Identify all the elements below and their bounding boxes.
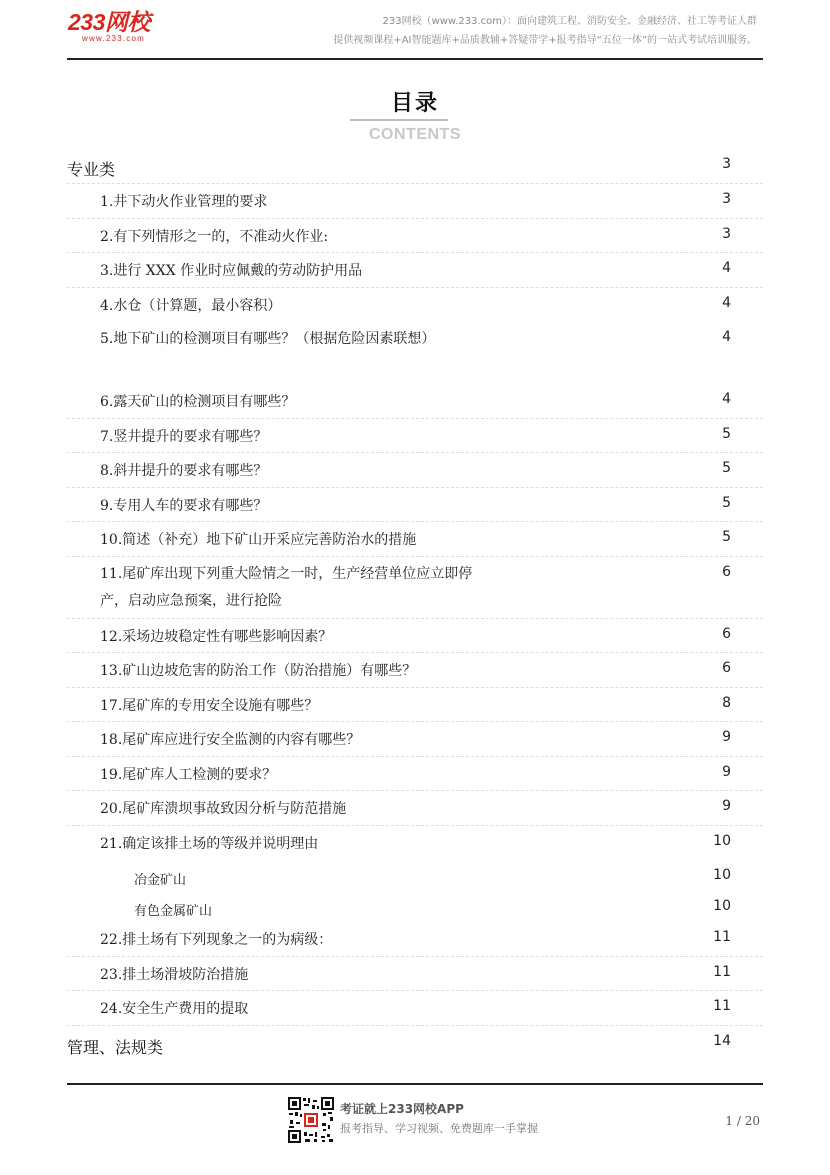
toc-entry-label: 1.井下动火作业管理的要求 — [100, 194, 268, 210]
toc-entry[interactable] — [67, 384, 763, 419]
toc-entry-label: 12.采场边坡稳定性有哪些影响因素？ — [100, 628, 333, 645]
toc-entry[interactable] — [67, 722, 763, 757]
toc-page-number: 3 — [722, 191, 731, 207]
toc-page-number: 14 — [713, 1032, 731, 1049]
footer-tagline: 报考指导、学习视频、免费题库一手掌握 — [340, 1122, 538, 1135]
toc-entry-label: 18.尾矿库应进行安全监测的内容有哪些？ — [100, 732, 361, 748]
toc-subentry[interactable] — [67, 891, 763, 922]
toc-entry[interactable] — [67, 557, 763, 619]
toc-page-number: 11 — [713, 929, 731, 945]
toc-entry-label: 8.斜井提升的要求有哪些？ — [100, 463, 268, 479]
toc-entry-label: 10.简述（补充）地下矿山开采应完善防治水的措施 — [100, 532, 417, 548]
toc-page-number: 9 — [722, 798, 731, 814]
toc-subentry-label: 有色金属矿山 — [134, 904, 213, 919]
toc-page-number: 5 — [722, 425, 731, 442]
toc-category-label: 专业类 — [67, 160, 116, 179]
toc-entry[interactable] — [67, 922, 763, 957]
toc-entry-label: 6.露天矿山的检测项目有哪些？ — [100, 394, 296, 410]
toc-page-number: 4 — [722, 329, 731, 345]
toc-page-number: 4 — [722, 391, 731, 407]
toc-entry-label: 19.尾矿库人工检测的要求？ — [100, 766, 277, 783]
toc-page-number: 10 — [713, 898, 731, 914]
toc-entry[interactable] — [67, 253, 763, 288]
toc-page-number: 10 — [713, 832, 731, 849]
toc-entry-label: 4.水仓（计算题，最小容积） — [100, 297, 282, 314]
toc-page-number: 4 — [722, 294, 731, 311]
toc-entry-label: 23.排土场滑坡防治措施 — [100, 966, 249, 983]
toc-page-number: 4 — [722, 260, 731, 276]
toc-entry-label: 3.进行 XXX 作业时应佩戴的劳动防护用品 — [100, 263, 363, 279]
toc-category-label: 管理、法规类 — [67, 1037, 164, 1057]
toc-page-number: 3 — [722, 225, 731, 242]
toc-category-management-regulations[interactable] — [67, 1026, 763, 1061]
title-underline — [350, 119, 448, 121]
toc-entry[interactable] — [67, 453, 763, 488]
footer-promo — [340, 1100, 538, 1137]
toc-entry-label: 20.尾矿库溃坝事故致因分析与防范措施 — [100, 801, 347, 817]
footer-divider — [67, 1083, 763, 1085]
toc-entry[interactable] — [67, 619, 763, 654]
toc-page-number: 6 — [722, 563, 731, 580]
header-info-line-1: 233网校（www.233.com）：面向建筑工程、消防安全、金融经济、社工等考证人群 — [382, 16, 757, 27]
toc-entry-label: 22.排土场有下列现象之一的为病级： — [100, 932, 333, 948]
toc-page-number: 6 — [722, 625, 731, 642]
toc-entry-label: 2.有下列情形之一的，不准动火作业: — [100, 228, 329, 245]
header-info — [333, 12, 757, 50]
qr-code-icon — [287, 1096, 335, 1144]
toc-entry-label: 21.确定该排土场的等级并说明理由 — [100, 835, 319, 852]
page-subtitle: CONTENTS — [369, 126, 461, 143]
page-title: 目录 — [390, 91, 439, 116]
toc-entry[interactable] — [67, 288, 763, 323]
toc-page-number: 6 — [722, 660, 731, 676]
toc-page-number: 11 — [713, 998, 731, 1014]
toc-entry[interactable] — [67, 219, 763, 254]
toc-entry-label: 13.矿山边坡危害的防治工作（防治措施）有哪些？ — [100, 663, 417, 679]
table-of-contents — [67, 149, 763, 1061]
logo-url: www.233.com — [82, 34, 145, 43]
toc-page-number: 9 — [722, 763, 731, 780]
toc-page-number: 3 — [722, 156, 731, 172]
toc-page-number: 8 — [722, 694, 731, 711]
toc-subentry[interactable] — [67, 860, 763, 891]
toc-entry[interactable] — [67, 826, 763, 861]
toc-page-number: 5 — [722, 529, 731, 545]
toc-entry[interactable] — [67, 791, 763, 826]
toc-subentry-label: 冶金矿山 — [134, 873, 187, 888]
toc-entry[interactable] — [67, 757, 763, 792]
toc-entry-label: 5.地下矿山的检测项目有哪些？（根据危险因素联想） — [100, 331, 436, 347]
toc-entry[interactable] — [67, 522, 763, 557]
header-divider — [67, 58, 763, 60]
toc-category-professional[interactable] — [67, 149, 763, 184]
toc-entry[interactable] — [67, 957, 763, 992]
toc-entry[interactable] — [67, 991, 763, 1026]
toc-entry[interactable] — [67, 322, 763, 384]
toc-entry[interactable] — [67, 184, 763, 219]
toc-entry[interactable] — [67, 419, 763, 454]
page-header — [0, 0, 830, 60]
toc-entry-label: 24.安全生产费用的提取 — [100, 1001, 249, 1017]
toc-entry-label: 9.专用人车的要求有哪些？ — [100, 497, 268, 514]
toc-entry[interactable] — [67, 688, 763, 723]
toc-entry[interactable] — [67, 488, 763, 523]
toc-page-number: 10 — [713, 867, 731, 883]
brand-logo[interactable] — [68, 10, 150, 43]
toc-page-number: 5 — [722, 460, 731, 476]
toc-page-number: 5 — [722, 494, 731, 511]
toc-page-number: 11 — [713, 963, 731, 980]
page-indicator: 1 / 20 — [725, 1114, 760, 1128]
logo-text: 233网校 — [68, 9, 150, 35]
toc-entry-label: 7.竖井提升的要求有哪些？ — [100, 428, 268, 445]
toc-entry[interactable] — [67, 653, 763, 688]
footer-app-text: 考证就上233网校APP — [340, 1102, 464, 1116]
toc-entry-label: 17.尾矿库的专用安全设施有哪些？ — [100, 697, 319, 714]
toc-page-number: 9 — [722, 729, 731, 745]
header-info-line-2: 提供视频课程+AI智能题库+品质教辅+答疑带学+报考指导“五位一体”的一站式考试培训服务。 — [333, 35, 757, 46]
toc-entry-label: 11.尾矿库出现下列重大险情之一时，生产经营单位应立即停产，启动应急预案，进行抢险 — [100, 565, 473, 609]
